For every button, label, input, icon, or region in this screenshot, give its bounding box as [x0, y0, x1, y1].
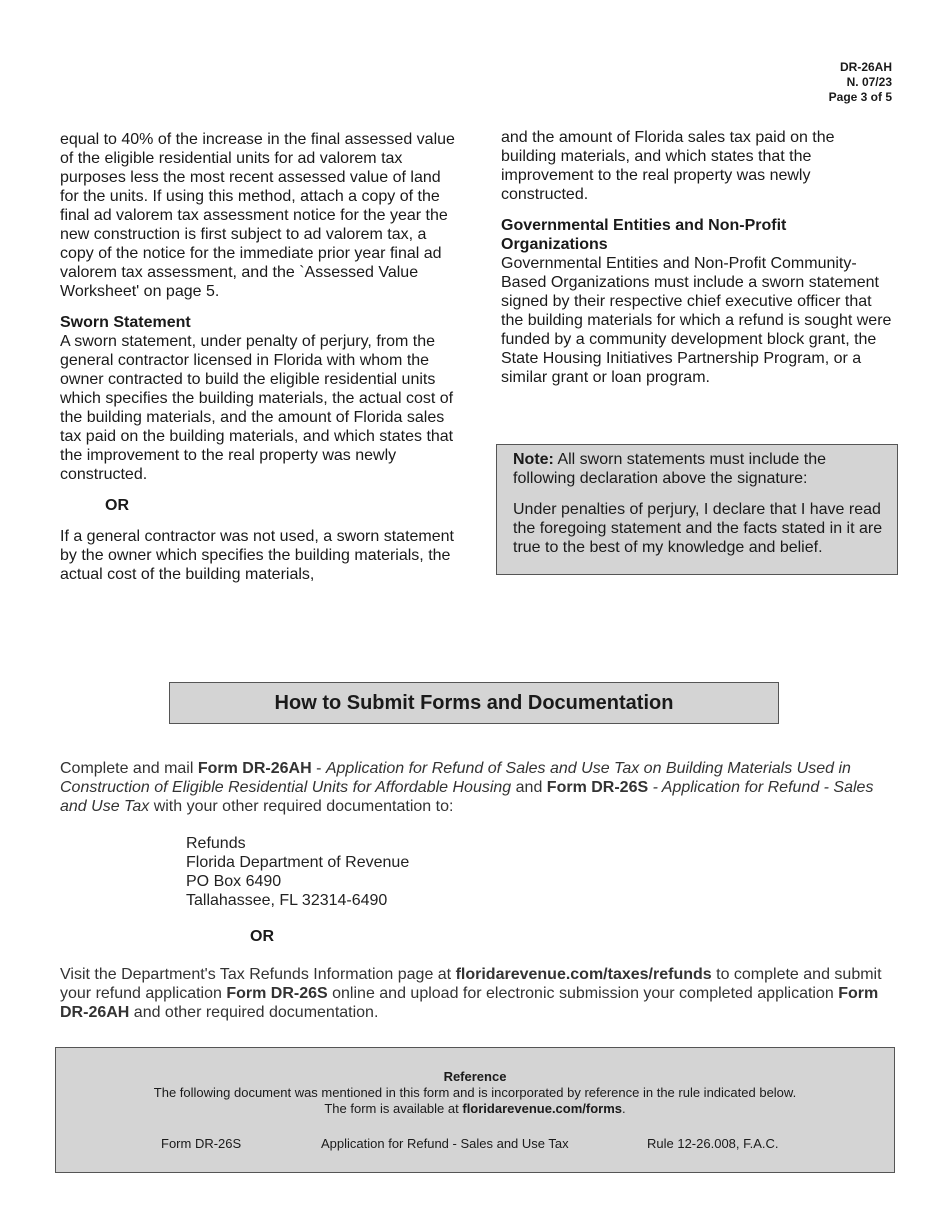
governmental-entities-heading: Governmental Entities and Non-Profit Organizations — [501, 217, 787, 253]
owner-statement-text: If a general contractor was not used, a sworn statement by the owner which specifies the building materials, the actual cost of the building materials, — [60, 528, 454, 583]
form-dr26ah-title: Application for Refund of Sales and Use Tax on Building Materials Used in Construction of Eligible Residential Units for Affordable Housing — [60, 760, 851, 796]
address-line: Refunds — [186, 835, 246, 852]
or-separator: OR — [105, 497, 129, 514]
perjury-declaration: Under penalties of perjury, I declare that I have read the foregoing statement and the facts stated in it are true to the best of my knowledge and belief. — [513, 501, 883, 556]
continued-paragraph: and the amount of Florida sales tax paid on the building materials, and which states that the improvement to the real property was newly constructed. — [501, 129, 835, 203]
reference-title: Reference — [443, 1069, 507, 1084]
reference-line-1: The following document was mentioned in this form and is incorporated by reference in the rule indicated below. — [153, 1085, 797, 1100]
form-dr26ah-ref: Form DR-26AH — [197, 760, 312, 777]
note-box — [496, 444, 898, 575]
or-separator-2: OR — [250, 928, 274, 945]
governmental-entities-text: Governmental Entities and Non-Profit Community-Based Organizations must include a sworn statement signed by their respective chief executive officer that the building materials for which a refund is sought were funded by a community development block grant, the State Housing Initiatives Partnership Program, or a similar grant or loan program. — [501, 255, 892, 386]
mailing-address — [186, 834, 409, 910]
reference-form: Form DR-26S — [161, 1136, 242, 1151]
reference-line-2: The form is available at floridarevenue.com/forms. — [324, 1101, 626, 1116]
reference-box — [55, 1047, 895, 1173]
reference-rule: Rule 12-26.008, F.A.C. — [647, 1136, 779, 1151]
note-label: Note: — [513, 451, 554, 468]
page-number: Page 3 of 5 — [828, 90, 892, 104]
sworn-statement-heading: Sworn Statement — [60, 314, 191, 331]
form-id: DR-26AH — [839, 60, 892, 74]
address-line: PO Box 6490 — [186, 873, 282, 890]
sworn-statement-text: A sworn statement, under penalty of perjury, from the general contractor licensed in Florida with whom the owner contracted to build the eligible residential units which specifies the building materials, the actual cost of the building materials, and the amount of Florida sales tax paid on the building materials, and which states that the improvement to the real property was newly constructed. — [60, 333, 454, 483]
form-revision: N. 07/23 — [846, 75, 892, 89]
note-text: All sworn statements must include the following declaration above the signature: — [513, 451, 827, 487]
form-dr26s-title: Application for Refund - Sales and Use Tax — [60, 779, 874, 815]
assessed-value-paragraph: equal to 40% of the increase in the final assessed value of the eligible residential units for ad valorem tax purposes less the most recent assessed value of land for the units. If using this method, attach a copy of the final ad valorem tax assessment notice for the year the new construction is first subject to ad valorem tax, a copy of the notice for the immediate prior year final ad valorem tax assessment, and the `Assessed Value Worksheet' on page 5. — [60, 131, 455, 300]
mail-instructions: Complete and mail Form DR-26AH - Application for Refund of Sales and Use Tax on Building Materials Used in Construction of Eligible Residential Units for Affordable Housing and Form DR-26S - Application for Refund - Sales and Use Tax with your other required documentation to: — [60, 760, 874, 815]
form-dr26s-ref: Form DR-26S — [546, 779, 649, 796]
form-header — [829, 60, 892, 105]
left-column — [60, 130, 455, 596]
right-column — [501, 128, 893, 399]
reference-form-title: Application for Refund - Sales and Use Tax — [321, 1136, 569, 1151]
address-line: Tallahassee, FL 32314-6490 — [186, 892, 388, 909]
address-line: Florida Department of Revenue — [186, 854, 410, 871]
refunds-link[interactable]: floridarevenue.com/taxes/refunds — [455, 966, 712, 983]
online-instructions: Visit the Department's Tax Refunds Information page at floridarevenue.com/taxes/refunds to complete and submit your refund application Form DR-26S online and upload for electronic submission your completed application Form DR-26AH and other required documentation. — [60, 966, 882, 1021]
submit-section-title: How to Submit Forms and Documentation — [169, 682, 779, 724]
forms-link[interactable]: floridarevenue.com/forms — [462, 1101, 623, 1116]
